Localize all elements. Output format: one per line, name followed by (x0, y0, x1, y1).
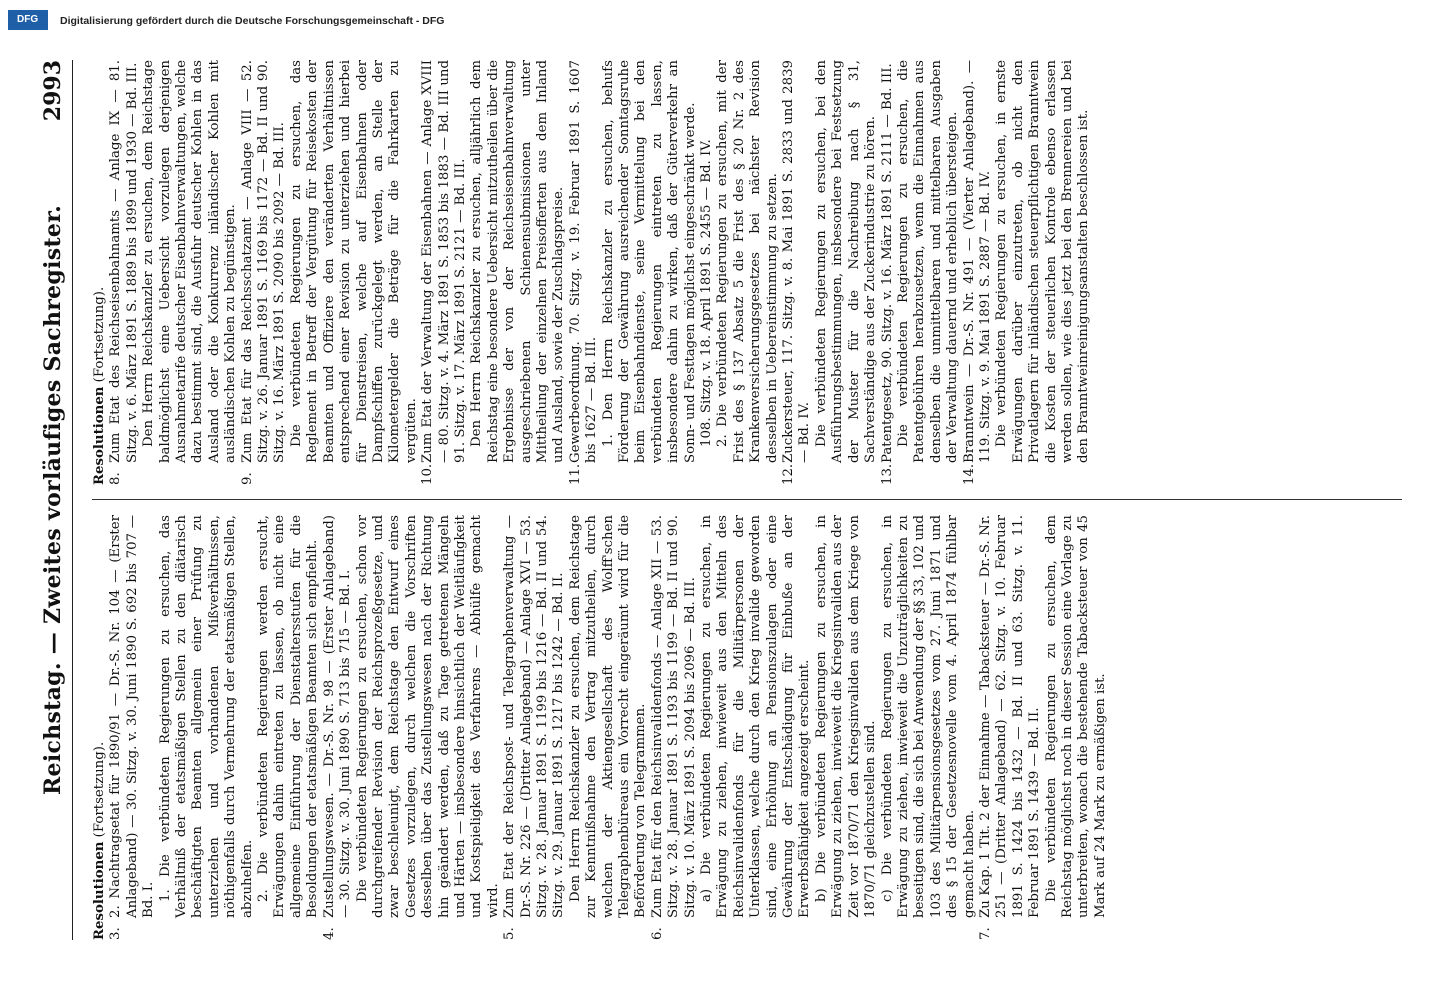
column-divider (92, 499, 1402, 500)
digitization-sidebar (0, 5, 1432, 35)
entry-text: Zum Etat der Verwaltung der Eisenbahnen — Anlage XVIII — 80. Sitzg. v. 4. März 1891 S. 1853 bis 1883 — Bd. III und 91. Sitzg. v. 17. März 1891 S. 2121 — Bd. III. (420, 60, 468, 463)
entry-text: Zuckersteuer, 117. Sitzg. v. 8. Mai 1891 S. 2833 und 2839 — Bd. IV. (781, 60, 813, 463)
right-entries (108, 60, 1092, 485)
heading-note: (Fortsetzung). (92, 286, 107, 383)
entry-number: 9. (239, 472, 255, 485)
entry-text: Zum Etat des Reichseisenbahnamts — Anlage IX — 81. Sitzg. v. 6. März 1891 S. 1889 bis 1899 und 1930 — Bd. III. (108, 60, 140, 463)
entry-number: 14. (961, 463, 977, 485)
entry-text: 2. Die verbündeten Regierungen zu ersuchen, mit der Frist des § 137 Absatz 5 die Frist des § 20 Nr. 2 des Krankenversicherungsgesetzes bei nächster Revision desselben in Uebereinstimmung zu setzen. (715, 60, 780, 463)
resolution-entry (108, 515, 157, 940)
entry-text: b) Die verbündeten Regierungen zu ersuchen, in Erwägung zu ziehen, inwieweit die Kriegsinvaliden aus der Zeit vor 1870/71 den Kriegsinvaliden aus dem Kriege von 1870/71 gleichzustellen sind. (813, 515, 879, 918)
resolution-entry (962, 60, 995, 485)
entry-text: Die verbündeten Regierungen zu ersuchen, dem Reichstag möglichst noch in dieser Session eine Vorlage zu unterbreiten, wonach die bestehende Tabacksteuer von 45 Mark auf 24 Mark zu ermäßigen ist. (1043, 515, 1108, 918)
entry-text: Den Herrn Reichskanzler zu ersuchen, alljährlich dem Reichstag eine besondere Uebersicht mitzutheilen über die Ergebnisse der von der Reichseisenbahnverwaltung ausgeschriebenen Schienensubmissionen unter Mittheilung der einzelnen Preisofferten aus dem Inland und Ausland, sowie der Zuschlagspreise. (469, 60, 567, 463)
resolution-entry (978, 515, 1044, 940)
page-body (92, 60, 1402, 940)
resolution-entry (502, 515, 568, 940)
entry-text: Zum Etat für den Reichsinvalidenfonds — Anlage XII — 53. Sitzg. v. 28. Januar 1891 S. 1193 bis 1199 — Bd. II und 90. Sitzg. v. 10. März 1891 S. 2094 bis 2096 — Bd. III. (649, 515, 698, 918)
entry-text: 1. Den Herrn Reichskanzler zu ersuchen, behufs Förderung der Gewährung ausreichender Sonntagsruhe beim Eisenbahndienste, seine Vermittelung bei den verbündeten Regierungen eintreten zu lassen, insbesondere dahin zu wirken, daß der Güterverkehr an Sonn- und Festtagen möglichst eingeschränkt werde. (600, 60, 698, 463)
resolution-text (814, 515, 880, 940)
entry-number: 7. (977, 927, 993, 940)
entry-number: 10. (420, 463, 436, 485)
resolution-text (994, 60, 1092, 485)
entry-text: Die verbündeten Regierungen zu ersuchen, schon vor durchgreifender Revision der Reichsprozeßgesetze, und zwar beschleunigt, dem Reichstage den Entwurf eines Gesetzes vorzulegen, durch welchen die Vorschriften desselben über das Zustellungswesen nach der Richtung hin geändert werden, daß zu Tage getretenen Mängeln und Härten — insbesondere hinsichtlich der Weitläufigkeit und Kostspieligkeit des Verfahrens — Abhülfe gemacht wird. (354, 515, 501, 918)
resolution-text (699, 60, 715, 485)
entry-text: Den Herrn Reichskanzler zu ersuchen, dem Reichstage zur Kenntnißnahme den Vertrag mitzutheilen, durch welchen der Aktiengesellschaft des Wolff'schen Telegraphenbüreaus ein Vorrecht eingeräumt wird für die Beförderung von Telegrammen. (567, 515, 649, 918)
entry-text: Die verbündeten Regierungen zu ersuchen, in ernste Erwägungen darüber einzutreten, ob nicht den Privatlagern für inländischen steuerpflichtigen Branntwein die Kosten der steuerlichen Kontrole ebenso erlassen werden sollen, wie dies jetzt bei den Brennereien und bei den Branntweinreinigungsanstalten beschlossen ist. (994, 60, 1092, 463)
page-number: 2993 (40, 60, 66, 122)
heading-note: (Fortsetzung). (92, 741, 107, 838)
entry-text: 2. Nachtragsetat für 1890/91 — Dr.-S. Nr. 104 — (Erster Anlageband) — 30. Sitzg. v. 30. Juni 1890 S. 692 bis 707 — Bd. I. (108, 515, 157, 918)
resolution-text (896, 60, 962, 485)
resolution-entry (568, 60, 601, 485)
entry-text: 2. Die verbündeten Regierungen werden ersucht, Erwägungen dahin eintreten zu lassen, ob nicht eine allgemeine Einführung der Dienstaltersstufen für die Besoldungen der etatsmäßigen Beamten sich empfiehlt. (256, 515, 321, 918)
resolution-text (1044, 515, 1110, 940)
entry-number: 6. (649, 927, 665, 940)
resolution-text (141, 60, 239, 485)
resolution-text (715, 60, 781, 485)
section-heading (92, 515, 108, 940)
resolution-entry (108, 60, 141, 485)
heading-text: Resolutionen (92, 841, 107, 940)
resolution-text (256, 515, 322, 940)
digitization-credit: Digitalisierung gefördert durch die Deutsche Forschungsgemeinschaft - DFG (60, 15, 445, 27)
dfg-logo: DFG (8, 10, 48, 30)
heading-text: Resolutionen (92, 386, 107, 485)
resolution-entry (240, 60, 289, 485)
header-rule (72, 60, 73, 940)
left-column (92, 515, 1402, 940)
resolution-entry (781, 60, 814, 485)
entry-text: Patentgesetz, 90. Sitzg. v. 16. März 1891 S. 2111 — Bd. III. (879, 63, 895, 463)
entry-text: 1. Die verbündeten Regierungen zu ersuchen, das Verhältniß der etatsmäßigen Stellen zu den diätarisch beschäftigten Beamten allgemein einer Prüfung zu unterziehen und vorhandenen Mißverhältnissen, nöthigenfalls durch Vermehrung der etatsmäßigen Stellen, abzuhelfen. (157, 515, 255, 918)
entry-text: Die verbündeten Regierungen zu ersuchen, bei den Ausführungsbestimmungen, insbesondere bei Festsetzung der Muster für die Nachreibung nach § 31, Sachverständige aus der Zuckerindustrie zu hören. (813, 60, 879, 463)
entry-number: 8. (108, 472, 124, 485)
entry-number: 11. (567, 463, 583, 485)
entry-number: 4. (321, 927, 337, 940)
right-column (92, 60, 1402, 485)
resolution-entry (420, 60, 469, 485)
resolution-text (568, 515, 650, 940)
entry-text: Branntwein — Dr.-S. Nr. 491 — (Vierter Anlageband). — 119. Sitzg. v. 9. Mai 1891 S. 2887 — Bd. IV. (961, 60, 993, 463)
resolution-text (699, 515, 814, 940)
entry-text: Zustellungswesen. — Dr.-S. Nr. 98 — (Erster Anlageband) — 30. Sitzg. v. 30. Juni 1890 S. 713 bis 715 — Bd. I. (321, 515, 354, 918)
resolution-text (355, 515, 503, 940)
resolution-entry (650, 515, 699, 940)
entry-number: 5. (502, 927, 518, 940)
page-header (40, 60, 74, 940)
resolution-text (880, 515, 978, 940)
entry-text: Zum Etat für das Reichsschatzamt — Anlage VIII — 52. Sitzg. v. 26. Januar 1891 S. 1169 bis 1172 — Bd. II und 90. Sitzg. v. 16. März 1891 S. 2090 bis 2092 — Bd. III. (239, 60, 288, 463)
entry-text: Zum Etat der Reichspost- und Telegraphenverwaltung — Dr.-S. Nr. 226 — (Dritter Anlageband) — Anlage XVI — 53. Sitzg. v. 28. Januar 1891 S. 1199 bis 1216 — Bd. II und 54. Sitzg. v. 29. Januar 1891 S. 1217 bis 1242 — Bd. II. (502, 515, 567, 918)
entry-number: 13. (879, 463, 895, 485)
entry-text: Die verbündeten Regierungen zu ersuchen, das Reglement in Betreff der Vergütung für Reisekosten der Beamten und Offiziere den veränderten Verhältnissen entsprechend einer Revision zu unterziehen und hierbei für Dienstreisen, welche auf Eisenbahnen oder Dampfschiffen zurückgelegt werden, an Stelle der Kilometergelder die Beträge für die Fahrkarten zu vergüten. (288, 60, 419, 463)
resolution-text (289, 60, 420, 485)
resolution-entry (880, 60, 896, 485)
entry-text: Die verbündeten Regierungen zu ersuchen, die Patentgebühren herabzusetzen, wenn die Einnahmen aus denselben die unmittelbaren und mittelbaren Ausgaben der Verwaltung dauernd und erheblich übersteigen. (895, 60, 961, 463)
resolution-text (814, 60, 880, 485)
entry-text: c) Die verbündeten Regierungen zu ersuchen, in Erwägung zu ziehen, inwieweit die Unzuträglichkeiten zu beseitigen sind, die sich bei Anwendung der §§ 33, 102 und 103 des Militärpensionsgesetzes vom 27. Juni 1871 und des § 15 der Gesetzesnovelle vom 4. April 1874 fühlbar gemacht haben. (879, 515, 977, 918)
entry-text: Gewerbeordnung. 70. Sitzg. v. 19. Februar 1891 S. 1607 bis 1627 — Bd. III. (567, 60, 600, 463)
entry-text: Den Herrn Reichskanzler zu ersuchen, dem Reichstage baldmöglichst eine Uebersicht vorzulegen derjenigen Ausnahmetarife deutscher Eisenbahnverwaltungen, welche dazu bestimmt sind, die Ausfuhr deutscher Kohlen in das Ausland oder die Konkurrenz inländischer Kohlen mit ausländischen Kohlen zu begünstigen. (141, 60, 239, 463)
running-title: Reichstag. — Zweites vorläufiges Sachregister. (40, 204, 66, 796)
resolution-entry (322, 515, 355, 940)
entry-number: 3. (108, 927, 124, 940)
resolution-text (158, 515, 256, 940)
resolution-text (601, 60, 699, 485)
entry-text: a) Die verbündeten Regierungen zu ersuchen, in Erwägung zu ziehen, inwieweit aus den Mitteln des Reichsinvalidenfonds für die Militärpersonen der Unterklassen, welche durch den Krieg invalide geworden sind, eine Erhöhung an Pensionszulagen oder eine Gewährung der Entschädigung für Einbuße an der Erwerbsfähigkeit angezeigt erscheint. (699, 515, 813, 918)
section-heading (92, 60, 108, 485)
resolution-text (469, 60, 567, 485)
entry-text: Zu Kap. 1 Tit. 2 der Einnahme — Tabacksteuer — Dr.-S. Nr. 251 — (Dritter Anlageband) — 62. Sitzg. v. 10. Februar 1891 S. 1424 bis 1432 — Bd. II und 63. Sitzg. v. 11. Februar 1891 S. 1439 — Bd. II. (977, 515, 1043, 918)
entry-number: 12. (781, 463, 797, 485)
entry-text: 108. Sitzg. v. 18. April 1891 S. 2455 — Bd. IV. (699, 139, 715, 447)
left-entries (108, 515, 1109, 940)
